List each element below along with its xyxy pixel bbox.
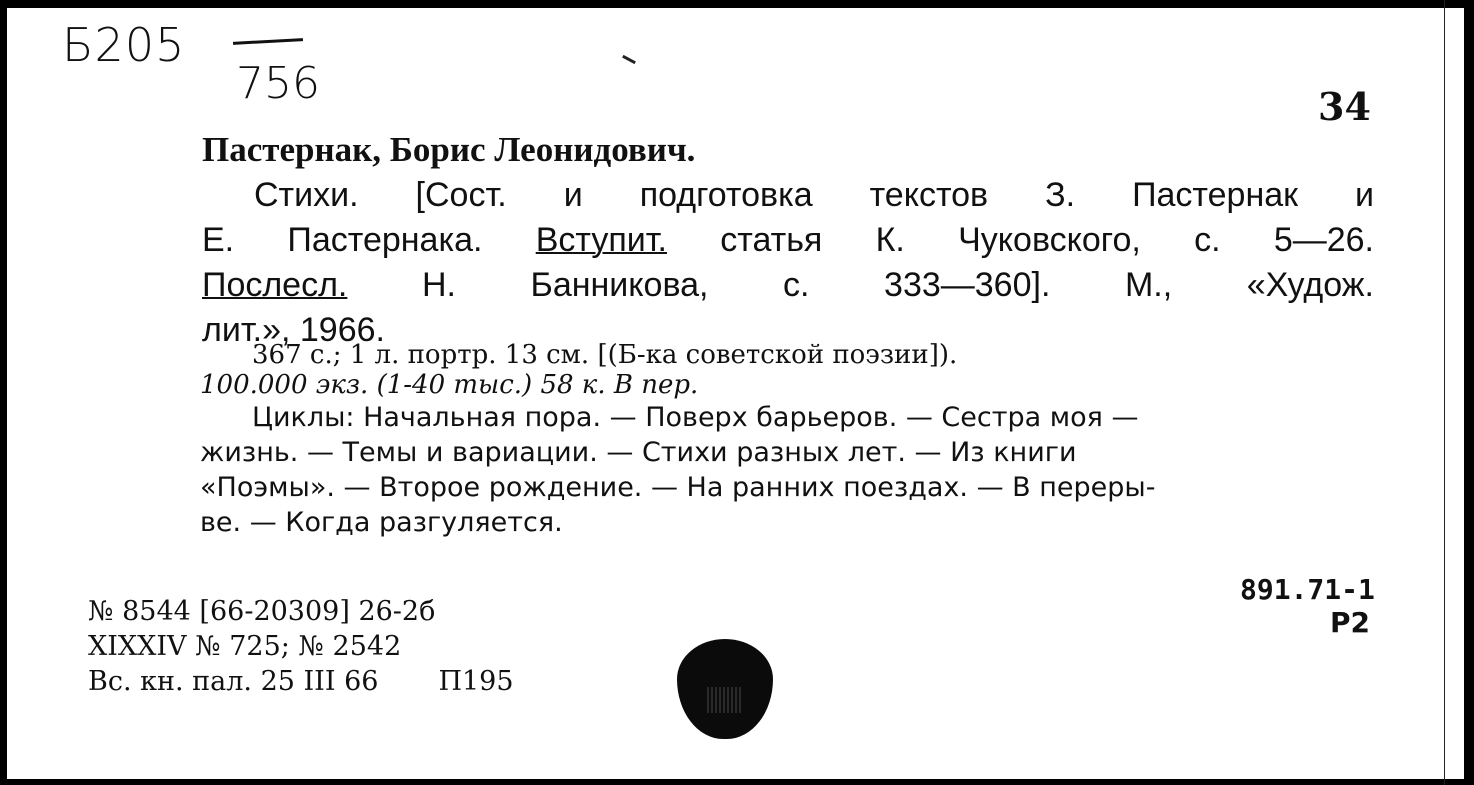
physical-line-2: 100.000 экз. (1-40 тыс.) 58 к. В пер. bbox=[200, 370, 699, 400]
underlined-text: Вступит. bbox=[535, 221, 667, 259]
card-left-edge bbox=[0, 0, 7, 785]
author-mark: Р2 bbox=[1330, 606, 1371, 639]
physical-line-1: 367 с.; 1 л. портр. 13 см. [(Б-ка советской поэзии]). bbox=[252, 340, 958, 370]
registry-line-2: XIXXIV № 725; № 2542 bbox=[88, 631, 402, 662]
author-heading: Пастернак, Борис Леонидович. bbox=[202, 130, 696, 169]
title-line-4: лит.», 1966. bbox=[202, 311, 385, 349]
handwritten-shelf-mark: Б205 bbox=[62, 18, 186, 72]
stray-mark bbox=[622, 55, 636, 64]
card-number: 34 bbox=[1318, 84, 1371, 129]
physical-description bbox=[200, 340, 1372, 400]
classification-number: 891.71-1 bbox=[1240, 573, 1375, 606]
handwritten-shelf-number: 756 bbox=[236, 58, 320, 109]
card-bottom-edge bbox=[0, 779, 1474, 785]
handwritten-fraction-bar bbox=[233, 38, 303, 45]
title-line-2: Е. Пастернака. Вступит. статья К. Чуковского, с. 5—26. bbox=[202, 221, 1374, 259]
card-right-edge bbox=[1464, 0, 1474, 785]
underlined-text: Послесл. bbox=[202, 266, 348, 304]
contents-note bbox=[200, 400, 1372, 540]
contents-line-1: Циклы: Начальная пора. — Поверх барьеров. — Сестра моя — bbox=[252, 402, 1139, 433]
registry-line-1: № 8544 [66-20309] 26-2б bbox=[88, 596, 436, 627]
registry-numbers bbox=[88, 594, 514, 699]
title-description bbox=[202, 173, 1374, 353]
contents-line-2: жизнь. — Темы и вариации. — Стихи разных лет. — Из книги bbox=[200, 437, 1077, 468]
title-line-1: Стихи. [Сост. и подготовка текстов З. Пастернак и bbox=[254, 176, 1374, 214]
punch-hole bbox=[677, 639, 773, 739]
card-top-edge bbox=[0, 0, 1474, 8]
contents-line-3: «Поэмы». — Второе рождение. — На ранних поездах. — В переры- bbox=[200, 472, 1156, 503]
title-line-3: Послесл. Н. Банникова, с. 333—360]. М., «Худож. bbox=[202, 266, 1374, 304]
card-margin-rule bbox=[1444, 0, 1445, 785]
registry-line-3: Вс. кн. пал. 25 III 66 П195 bbox=[88, 666, 514, 697]
contents-line-4: ве. — Когда разгуляется. bbox=[200, 507, 563, 538]
